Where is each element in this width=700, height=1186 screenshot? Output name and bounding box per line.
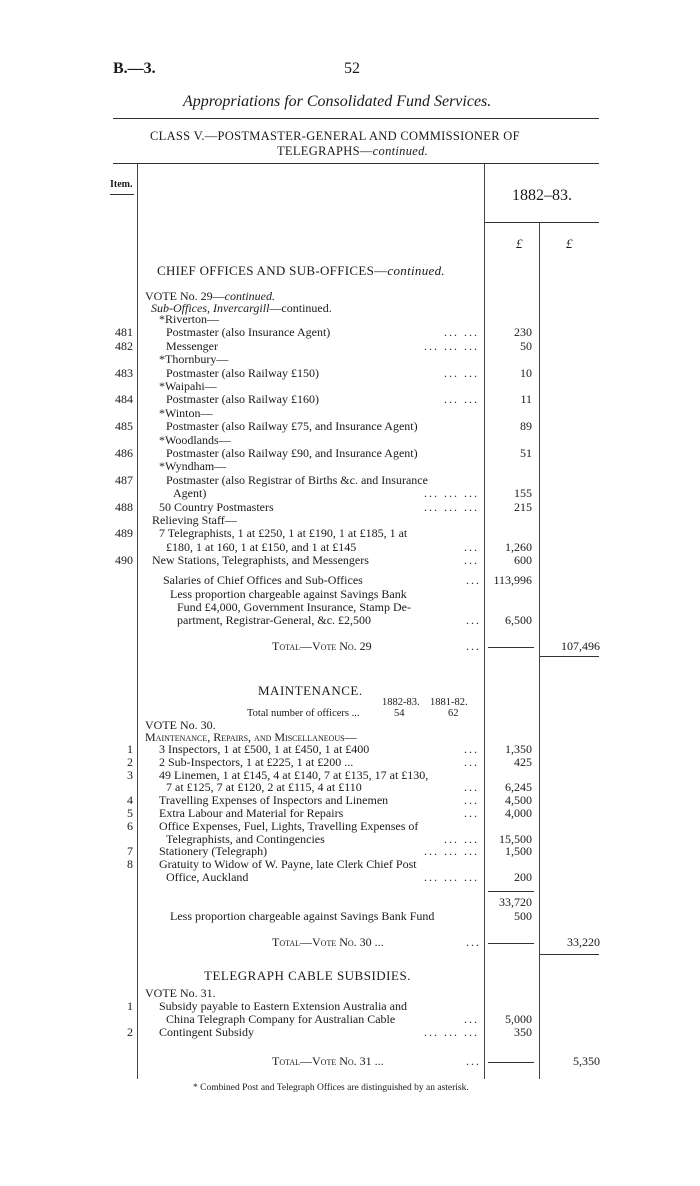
leader-dots: ... bbox=[464, 793, 479, 808]
class-title-rule bbox=[113, 163, 599, 164]
section2-heading: MAINTENANCE. bbox=[258, 683, 363, 698]
item-number: 1 bbox=[127, 742, 133, 756]
row-amount: 4,000 bbox=[505, 806, 532, 820]
row-amount: 89 bbox=[520, 419, 532, 434]
vote30-end-rule bbox=[540, 954, 599, 955]
row-amount: 155 bbox=[514, 486, 532, 501]
page-number: 52 bbox=[344, 60, 360, 77]
row-amount: 6,245 bbox=[505, 780, 532, 795]
row-amount: 11 bbox=[520, 392, 532, 407]
row-text: Postmaster (also Railway £160) bbox=[166, 392, 319, 407]
row-text: Messenger bbox=[166, 338, 218, 353]
leader-dots: ... bbox=[464, 806, 479, 820]
leader-dots: ... bbox=[464, 539, 479, 554]
pound-header-2: £ bbox=[566, 236, 573, 251]
amount-column-divider bbox=[484, 164, 485, 1079]
item-number: 8 bbox=[127, 857, 133, 872]
row-text: Subsidy payable to Eastern Extension Australia and bbox=[159, 999, 407, 1013]
vote30-less-amount: 500 bbox=[514, 909, 532, 923]
row-amount: 425 bbox=[514, 754, 532, 769]
leader-dots: ... ... ... bbox=[424, 844, 479, 859]
row-amount: 5,000 bbox=[505, 1012, 532, 1026]
row-text: Agent) bbox=[173, 486, 207, 501]
vote29-total-rule bbox=[488, 647, 534, 648]
row-text: Relieving Staff— bbox=[152, 513, 237, 527]
row-amount: 50 bbox=[520, 338, 532, 353]
leader-dots: ... ... ... bbox=[424, 486, 479, 501]
item-number: 485 bbox=[115, 419, 133, 434]
less-amount: 6,500 bbox=[505, 613, 532, 627]
item-number: 484 bbox=[115, 392, 133, 407]
row-text: Postmaster (also Registrar of Births &c. and Insurance bbox=[166, 472, 428, 487]
footnote: * Combined Post and Telegraph Offices are distinguished by an asterisk. bbox=[193, 1083, 469, 1093]
leader-dots: ... bbox=[464, 553, 479, 568]
vote29-end-rule bbox=[540, 656, 599, 657]
officers-count-current: 54 bbox=[394, 708, 405, 719]
row-text: 3 Inspectors, 1 at £500, 1 at £450, 1 at £400 bbox=[159, 742, 370, 756]
item-number: 4 bbox=[127, 793, 133, 808]
vote30-subtotal: 33,720 bbox=[499, 895, 532, 909]
leader-dots: ... bbox=[464, 742, 479, 756]
row-text: New Stations, Telegraphists, and Messengers bbox=[152, 553, 369, 568]
vote29-continued: continued. bbox=[224, 289, 275, 303]
vote30-total-label: Total—Vote No. 30 ... bbox=[272, 935, 384, 949]
item-number: 1 bbox=[127, 999, 133, 1013]
row-text: Gratuity to Widow of W. Payne, late Clerk Chief Post bbox=[159, 857, 417, 872]
row-amount: 230 bbox=[514, 325, 532, 340]
row-text: *Waipahi— bbox=[159, 379, 217, 393]
leader-dots: ... bbox=[464, 780, 479, 795]
leader-dots: ... bbox=[464, 754, 479, 769]
row-amount: 1,500 bbox=[505, 844, 532, 859]
section2-year-a: 1882-83. bbox=[382, 697, 420, 708]
row-text: Contingent Subsidy bbox=[159, 1025, 255, 1039]
item-number: 486 bbox=[115, 446, 133, 460]
row-text: Office, Auckland bbox=[166, 870, 249, 884]
section1-heading-text: CHIEF OFFICES AND SUB-OFFICES— bbox=[157, 263, 388, 278]
leader-dots: ... ... ... bbox=[424, 499, 479, 514]
row-text: Telegraphists, and Contingencies bbox=[166, 831, 325, 846]
row-text: *Riverton— bbox=[159, 312, 219, 326]
row-text: *Woodlands— bbox=[159, 432, 231, 447]
vote30-less-text: Less proportion chargeable against Savings Bank Fund bbox=[170, 909, 435, 923]
leader-dots: ... ... ... bbox=[424, 338, 479, 353]
item-number: 488 bbox=[115, 499, 133, 514]
class-title-continued: continued. bbox=[372, 144, 429, 158]
vote31-total-amount: 5,350 bbox=[573, 1054, 600, 1068]
officers-count-previous: 62 bbox=[448, 708, 459, 719]
suboffices-place: Sub-Offices, Invercargill bbox=[151, 301, 270, 315]
row-text: 7 Telegraphists, 1 at £250, 1 at £190, 1 at £185, 1 at bbox=[159, 526, 408, 541]
row-text: Extra Labour and Material for Repairs bbox=[159, 806, 344, 820]
item-number: 5 bbox=[127, 806, 133, 820]
row-text: *Wyndham— bbox=[159, 459, 227, 474]
section3-heading: TELEGRAPH CABLE SUBSIDIES. bbox=[204, 968, 411, 983]
vote30-total-dots: ... bbox=[466, 935, 481, 949]
row-text: Postmaster (also Railway £75, and Insurance Agent) bbox=[166, 419, 418, 434]
vote29-total-label: Total—Vote No. 29 bbox=[272, 639, 372, 653]
row-text: 50 Country Postmasters bbox=[159, 499, 274, 514]
row-text: Office Expenses, Fuel, Lights, Travelling Expenses of bbox=[159, 818, 419, 833]
vote29-total-amount: 107,496 bbox=[561, 639, 600, 653]
row-text: Postmaster (also Railway £90, and Insurance Agent) bbox=[166, 446, 418, 460]
row-amount: 1,260 bbox=[505, 539, 532, 554]
item-number: 489 bbox=[115, 526, 133, 541]
vote31-total-rule bbox=[488, 1062, 534, 1063]
item-header-rule bbox=[110, 194, 134, 195]
section1-heading-continued: continued. bbox=[387, 263, 445, 278]
salaries-amount: 113,996 bbox=[493, 573, 532, 587]
leader-dots: ... ... bbox=[444, 392, 479, 407]
row-text: Postmaster (also Insurance Agent) bbox=[166, 325, 331, 340]
row-amount: 200 bbox=[514, 870, 532, 884]
leader-dots: ... ... ... bbox=[424, 870, 479, 884]
salaries-text: Salaries of Chief Offices and Sub-Offices bbox=[163, 573, 363, 587]
row-text: *Winton— bbox=[159, 405, 213, 420]
item-number: 487 bbox=[115, 472, 133, 487]
vote30-subtotal-rule bbox=[488, 891, 534, 892]
row-text: 7 at £125, 7 at £120, 2 at £115, 4 at £110 bbox=[166, 780, 362, 795]
page-title: Appropriations for Consolidated Fund Services. bbox=[183, 93, 492, 110]
item-number: 482 bbox=[115, 338, 133, 353]
section2-year-b: 1881-82. bbox=[430, 697, 468, 708]
vote30-total-amount: 33,220 bbox=[567, 935, 600, 949]
pound-column-divider bbox=[539, 223, 540, 1079]
item-number: 7 bbox=[127, 844, 133, 859]
item-number: 2 bbox=[127, 754, 133, 769]
vote29-text: VOTE No. 29— bbox=[145, 289, 225, 303]
item-number: 483 bbox=[115, 365, 133, 380]
row-amount: 10 bbox=[520, 365, 532, 380]
less-dots: ... bbox=[466, 613, 481, 627]
row-text: *Thornbury— bbox=[159, 352, 229, 367]
row-amount: 51 bbox=[520, 446, 532, 460]
year-header: 1882–83. bbox=[512, 187, 572, 204]
class-title-line2-text: TELEGRAPHS— bbox=[277, 144, 373, 158]
vote30-label: VOTE No. 30. bbox=[145, 718, 216, 732]
row-amount: 215 bbox=[514, 499, 532, 514]
salaries-dots: ... bbox=[466, 573, 481, 587]
row-text: 2 Sub-Inspectors, 1 at £225, 1 at £200 ... bbox=[159, 754, 354, 769]
vote31-label: VOTE No. 31. bbox=[145, 986, 216, 1000]
item-number: 3 bbox=[127, 767, 133, 782]
row-text: China Telegraph Company for Australian Cable bbox=[166, 1012, 396, 1026]
row-amount: 600 bbox=[514, 553, 532, 568]
row-amount: 350 bbox=[514, 1025, 532, 1039]
officers-label: Total number of officers ... bbox=[247, 708, 360, 719]
less-line-3: partment, Registrar-General, &c. £2,500 bbox=[177, 613, 372, 627]
row-text: £180, 1 at 160, 1 at £150, and 1 at £145 bbox=[166, 539, 357, 554]
item-number: 2 bbox=[127, 1025, 133, 1039]
class-title-line2 bbox=[277, 144, 428, 159]
class-title-line1: CLASS V.—POSTMASTER-GENERAL AND COMMISSIONER OF bbox=[150, 129, 520, 143]
row-text: Travelling Expenses of Inspectors and Linemen bbox=[159, 793, 389, 808]
leader-dots: ... bbox=[464, 1012, 479, 1026]
leader-dots: ... ... ... bbox=[424, 1025, 479, 1039]
less-line-1: Less proportion chargeable against Savings Bank bbox=[170, 587, 407, 601]
row-text: Stationery (Telegraph) bbox=[159, 844, 268, 859]
row-text: 49 Linemen, 1 at £145, 4 at £140, 7 at £135, 17 at £130, bbox=[159, 767, 429, 782]
vote30-total-rule bbox=[488, 943, 534, 944]
section1-heading bbox=[157, 263, 445, 279]
vote30-subhead: Maintenance, Repairs, and Miscellaneous— bbox=[145, 730, 357, 744]
vote31-total-dots: ... bbox=[466, 1054, 481, 1068]
row-text: Postmaster (also Railway £150) bbox=[166, 365, 319, 380]
item-number: 490 bbox=[115, 553, 133, 568]
row-amount: 4,500 bbox=[505, 793, 532, 808]
item-number: 481 bbox=[115, 325, 133, 340]
vote29-total-dots: ... bbox=[466, 639, 481, 653]
row-amount: 1,350 bbox=[505, 742, 532, 756]
vote31-total-label: Total—Vote No. 31 ... bbox=[272, 1054, 384, 1068]
suboffices-continued: —continued. bbox=[269, 301, 332, 315]
document-reference: B.—3. bbox=[113, 60, 156, 77]
row-amount: 15,500 bbox=[499, 831, 532, 846]
item-number: 6 bbox=[127, 818, 133, 833]
leader-dots: ... ... bbox=[444, 831, 479, 846]
pound-header-1: £ bbox=[516, 236, 523, 251]
less-line-2: Fund £4,000, Government Insurance, Stamp De- bbox=[177, 600, 411, 614]
leader-dots: ... ... bbox=[444, 325, 479, 340]
year-header-rule bbox=[485, 222, 599, 223]
item-header: Item. bbox=[110, 179, 133, 190]
title-rule bbox=[113, 118, 599, 119]
item-column-divider bbox=[137, 164, 138, 1079]
leader-dots: ... ... bbox=[444, 365, 479, 380]
